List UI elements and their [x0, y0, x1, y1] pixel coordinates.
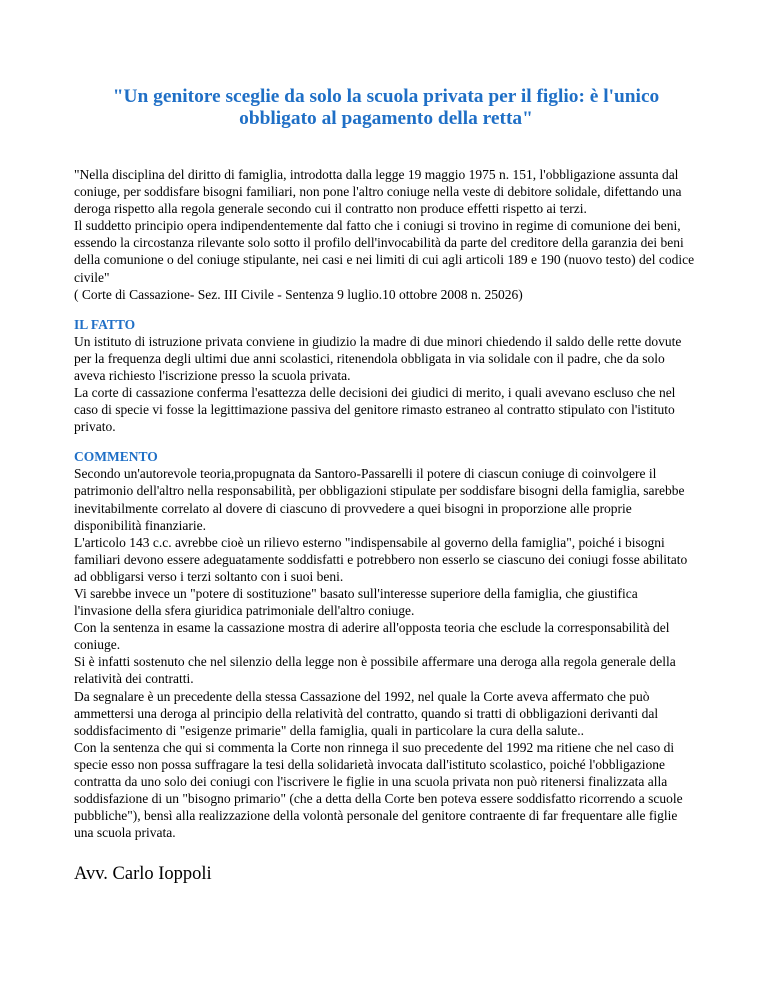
- fatto-heading: IL FATTO: [74, 316, 136, 332]
- commento-paragraph: Con la sentenza in esame la cassazione mostra di aderire all'opposta teoria che esclude la corresponsabilità del coniuge.: [74, 620, 670, 653]
- title-line-1: "Un genitore sceglie da solo la scuola privata per il figlio: è l'unico: [112, 86, 660, 107]
- fatto-paragraph: Un istituto di istruzione privata conviene in giudizio la madre di due minori chiedendo il saldo delle rette dovute per la frequenza degli ultimi due anni scolastici, ritenendola obbligata in via solidale con il padre, che da solo aveva richiesto l'iscrizione presso la scuola privata.: [74, 333, 682, 383]
- commento-paragraph: L'articolo 143 c.c. avrebbe cioè un rilievo esterno "indispensabile al governo della famiglia", poiché i bisogni familiari devono essere adeguatamente soddisfatti e potrebbero non esserlo se ciascuno dei coniugi fosse abilitato ad obbligarsi verso i terzi soltanto con i suoi beni.: [74, 534, 688, 584]
- document-title: [74, 86, 698, 130]
- quote-paragraph: Il suddetto principio opera indipendentemente dal fatto che i coniugi si trovino in regime di comunione dei beni, essendo la circostanza rilevante solo sotto il profilo dell'invocabilità da parte del creditore della garanzia dei beni della comunione o del coniuge stipulante, nei casi e nei limiti di cui agli articoli 189 e 190 (nuovo testo) del codice civile": [74, 218, 695, 285]
- citation: ( Corte di Cassazione- Sez. III Civile - Sentenza 9 luglio.10 ottobre 2008 n. 25026): [74, 286, 523, 302]
- document-page: [74, 0, 698, 884]
- author-signature: Avv. Carlo Ioppoli: [74, 864, 212, 885]
- title-line-2: obbligato al pagamento della retta": [239, 108, 533, 129]
- commento-heading: COMMENTO: [74, 449, 158, 465]
- commento-paragraph: Con la sentenza che qui si commenta la Corte non rinnega il suo precedente del 1992 ma ritiene che nel caso di specie esso non possa suffragare la tesi della solidarietà invocata dall'istituto scolastico, poiché l'obbligazione contratta da uno solo dei coniugi con l'iscrivere le figlie in una scuola privata non può ritenersi finalizzata alla soddisfazione di un "bisogno primario" (che a detta della Corte ben poteva essere soddisfatto ricorrendo a scuole pubbliche"), bensì alla realizzazione della volontà personale del genitore contraente di far frequentare alle figlie una scuola privata.: [74, 739, 683, 841]
- quote-block: [74, 166, 698, 303]
- commento-paragraph: Secondo un'autorevole teoria,propugnata da Santoro-Passarelli il potere di ciascun coniuge di coinvolgere il patrimonio dell'altro nella responsabilità, per obbligazioni stipulate per soddisfare bisogni della famiglia, sarebbe inevitabilmente correlato al dovere di ciascuno di provvedere a quei bisogni in proporzione alle proprie disponibilità finanziarie.: [74, 466, 685, 533]
- commento-paragraph: Si è infatti sostenuto che nel silenzio della legge non è possibile affermare una deroga alla regola generale della relatività dei contratti.: [74, 654, 676, 687]
- commento-paragraph: Vi sarebbe invece un "potere di sostituzione" basato sull'interesse superiore della famiglia, che giustifica l'invasione della sfera giuridica patrimoniale dell'altro coniuge.: [74, 585, 638, 619]
- fatto-paragraph: La corte di cassazione conferma l'esattezza delle decisioni dei giudici di merito, i quali avevano escluso che nel caso di specie vi fosse la legittimazione passiva del genitore rimasto estraneo al contratto stipulato con l'istituto privato.: [74, 385, 676, 435]
- commento-section: [74, 465, 698, 841]
- quote-paragraph: "Nella disciplina del diritto di famiglia, introdotta dalla legge 19 maggio 1975 n. 151, l'obbligazione assunta dal coniuge, per soddisfare bisogni familiari, non pone l'altro coniuge nella veste di debitore solidale, difettando una deroga rispetto alla regola generale secondo cui il contratto non produce effetti rispetto ai terzi.: [74, 167, 682, 217]
- commento-paragraph: Da segnalare è un precedente della stessa Cassazione del 1992, nel quale la Corte aveva affermato che può ammettersi una deroga al principio della relatività del contratto, quando si tratti di obbligazioni derivanti dal soddisfacimento di "esigenze primarie" della famiglia, quali in particolare la cura della salute..: [74, 688, 659, 738]
- fatto-section: [74, 333, 698, 436]
